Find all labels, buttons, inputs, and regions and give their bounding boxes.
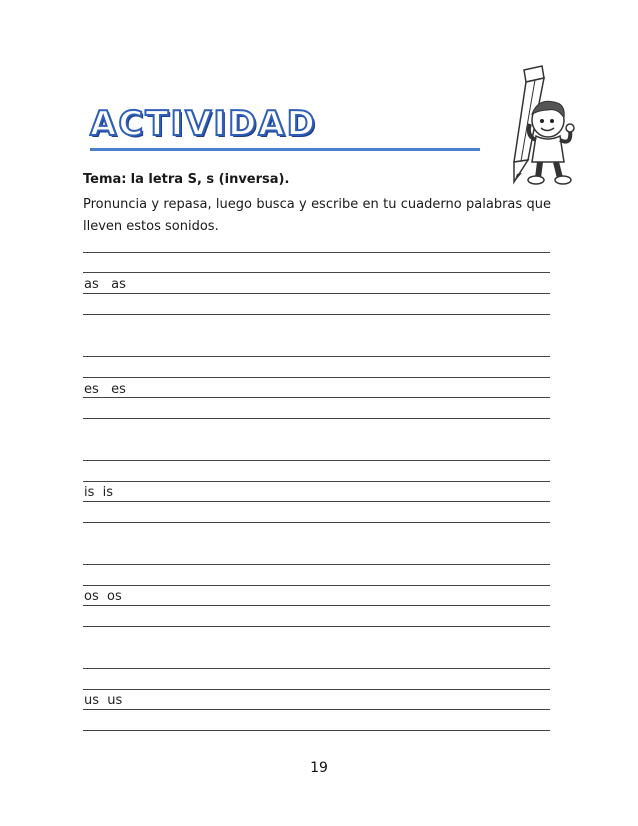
syllable-row-label: us us xyxy=(84,693,123,708)
writing-line xyxy=(83,377,550,378)
writing-line xyxy=(83,481,550,482)
writing-line xyxy=(83,252,550,253)
activity-banner-title: ACTIVIDAD xyxy=(90,104,317,144)
writing-line xyxy=(83,564,550,565)
topic-label: Tema: xyxy=(83,172,127,187)
writing-line xyxy=(83,605,550,606)
writing-line xyxy=(83,501,550,502)
writing-line xyxy=(83,356,550,357)
writing-line xyxy=(83,585,550,586)
writing-line xyxy=(83,314,550,315)
syllable-row-label: as as xyxy=(84,277,126,292)
page-number: 19 xyxy=(310,760,328,776)
writing-line xyxy=(83,522,550,523)
banner-underline xyxy=(90,148,480,151)
writing-line xyxy=(83,626,550,627)
boy-holding-pencil-icon xyxy=(484,64,580,188)
writing-line xyxy=(83,397,550,398)
writing-line xyxy=(83,689,550,690)
instructions-text: Pronuncia y repasa, luego busca y escribe en tu cuaderno palabras que lleven estos sonidos. xyxy=(83,197,551,234)
topic-value: la letra S, s (inversa). xyxy=(130,172,290,187)
writing-line xyxy=(83,709,550,710)
writing-line xyxy=(83,460,550,461)
syllable-row-label: os os xyxy=(84,589,122,604)
writing-line xyxy=(83,293,550,294)
writing-line xyxy=(83,272,550,273)
writing-line xyxy=(83,730,550,731)
topic-line xyxy=(83,170,289,190)
syllable-row-label: es es xyxy=(84,382,126,397)
syllable-row-label: is is xyxy=(84,485,114,500)
writing-line xyxy=(83,418,550,419)
writing-line xyxy=(83,668,550,669)
